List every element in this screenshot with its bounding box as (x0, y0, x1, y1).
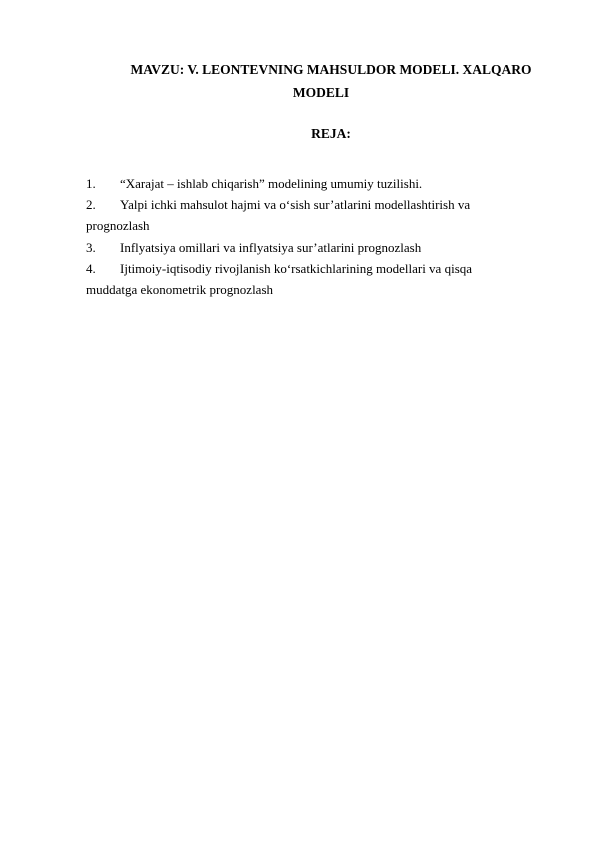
plan-item-text: Yalpi ichki mahsulot hajmi va o‘sish sur’atlarini modellashtirish va prognozlash (86, 197, 471, 234)
plan-item (86, 258, 516, 300)
plan-item-text: Ijtimoiy-iqtisodiy rivojlanish ko‘rsatkichlarining modellari va qisqa muddatga ekonometrik prognozlash (86, 260, 473, 298)
plan-item (86, 173, 516, 194)
plan-item-number: 1. (86, 176, 96, 191)
plan-heading (86, 124, 556, 144)
plan-item-text: “Xarajat – ishlab chiqarish” modelining umumiy tuzilishi. (120, 176, 423, 191)
plan-heading-text: REJA: (311, 126, 351, 141)
plan-item-number: 4. (86, 260, 96, 276)
plan-list (86, 173, 516, 300)
plan-item-text: Inflyatsiya omillari va inflyatsiya sur’atlarini prognozlash (120, 239, 422, 255)
document-title: MAVZU: V. LEONTEVNING MAHSULDOR MODELI. XALQARO MODELI (130, 62, 532, 100)
plan-item-number: 2. (86, 197, 96, 213)
plan-item-number: 3. (86, 239, 96, 255)
plan-item (86, 194, 516, 236)
plan-item (86, 237, 516, 258)
